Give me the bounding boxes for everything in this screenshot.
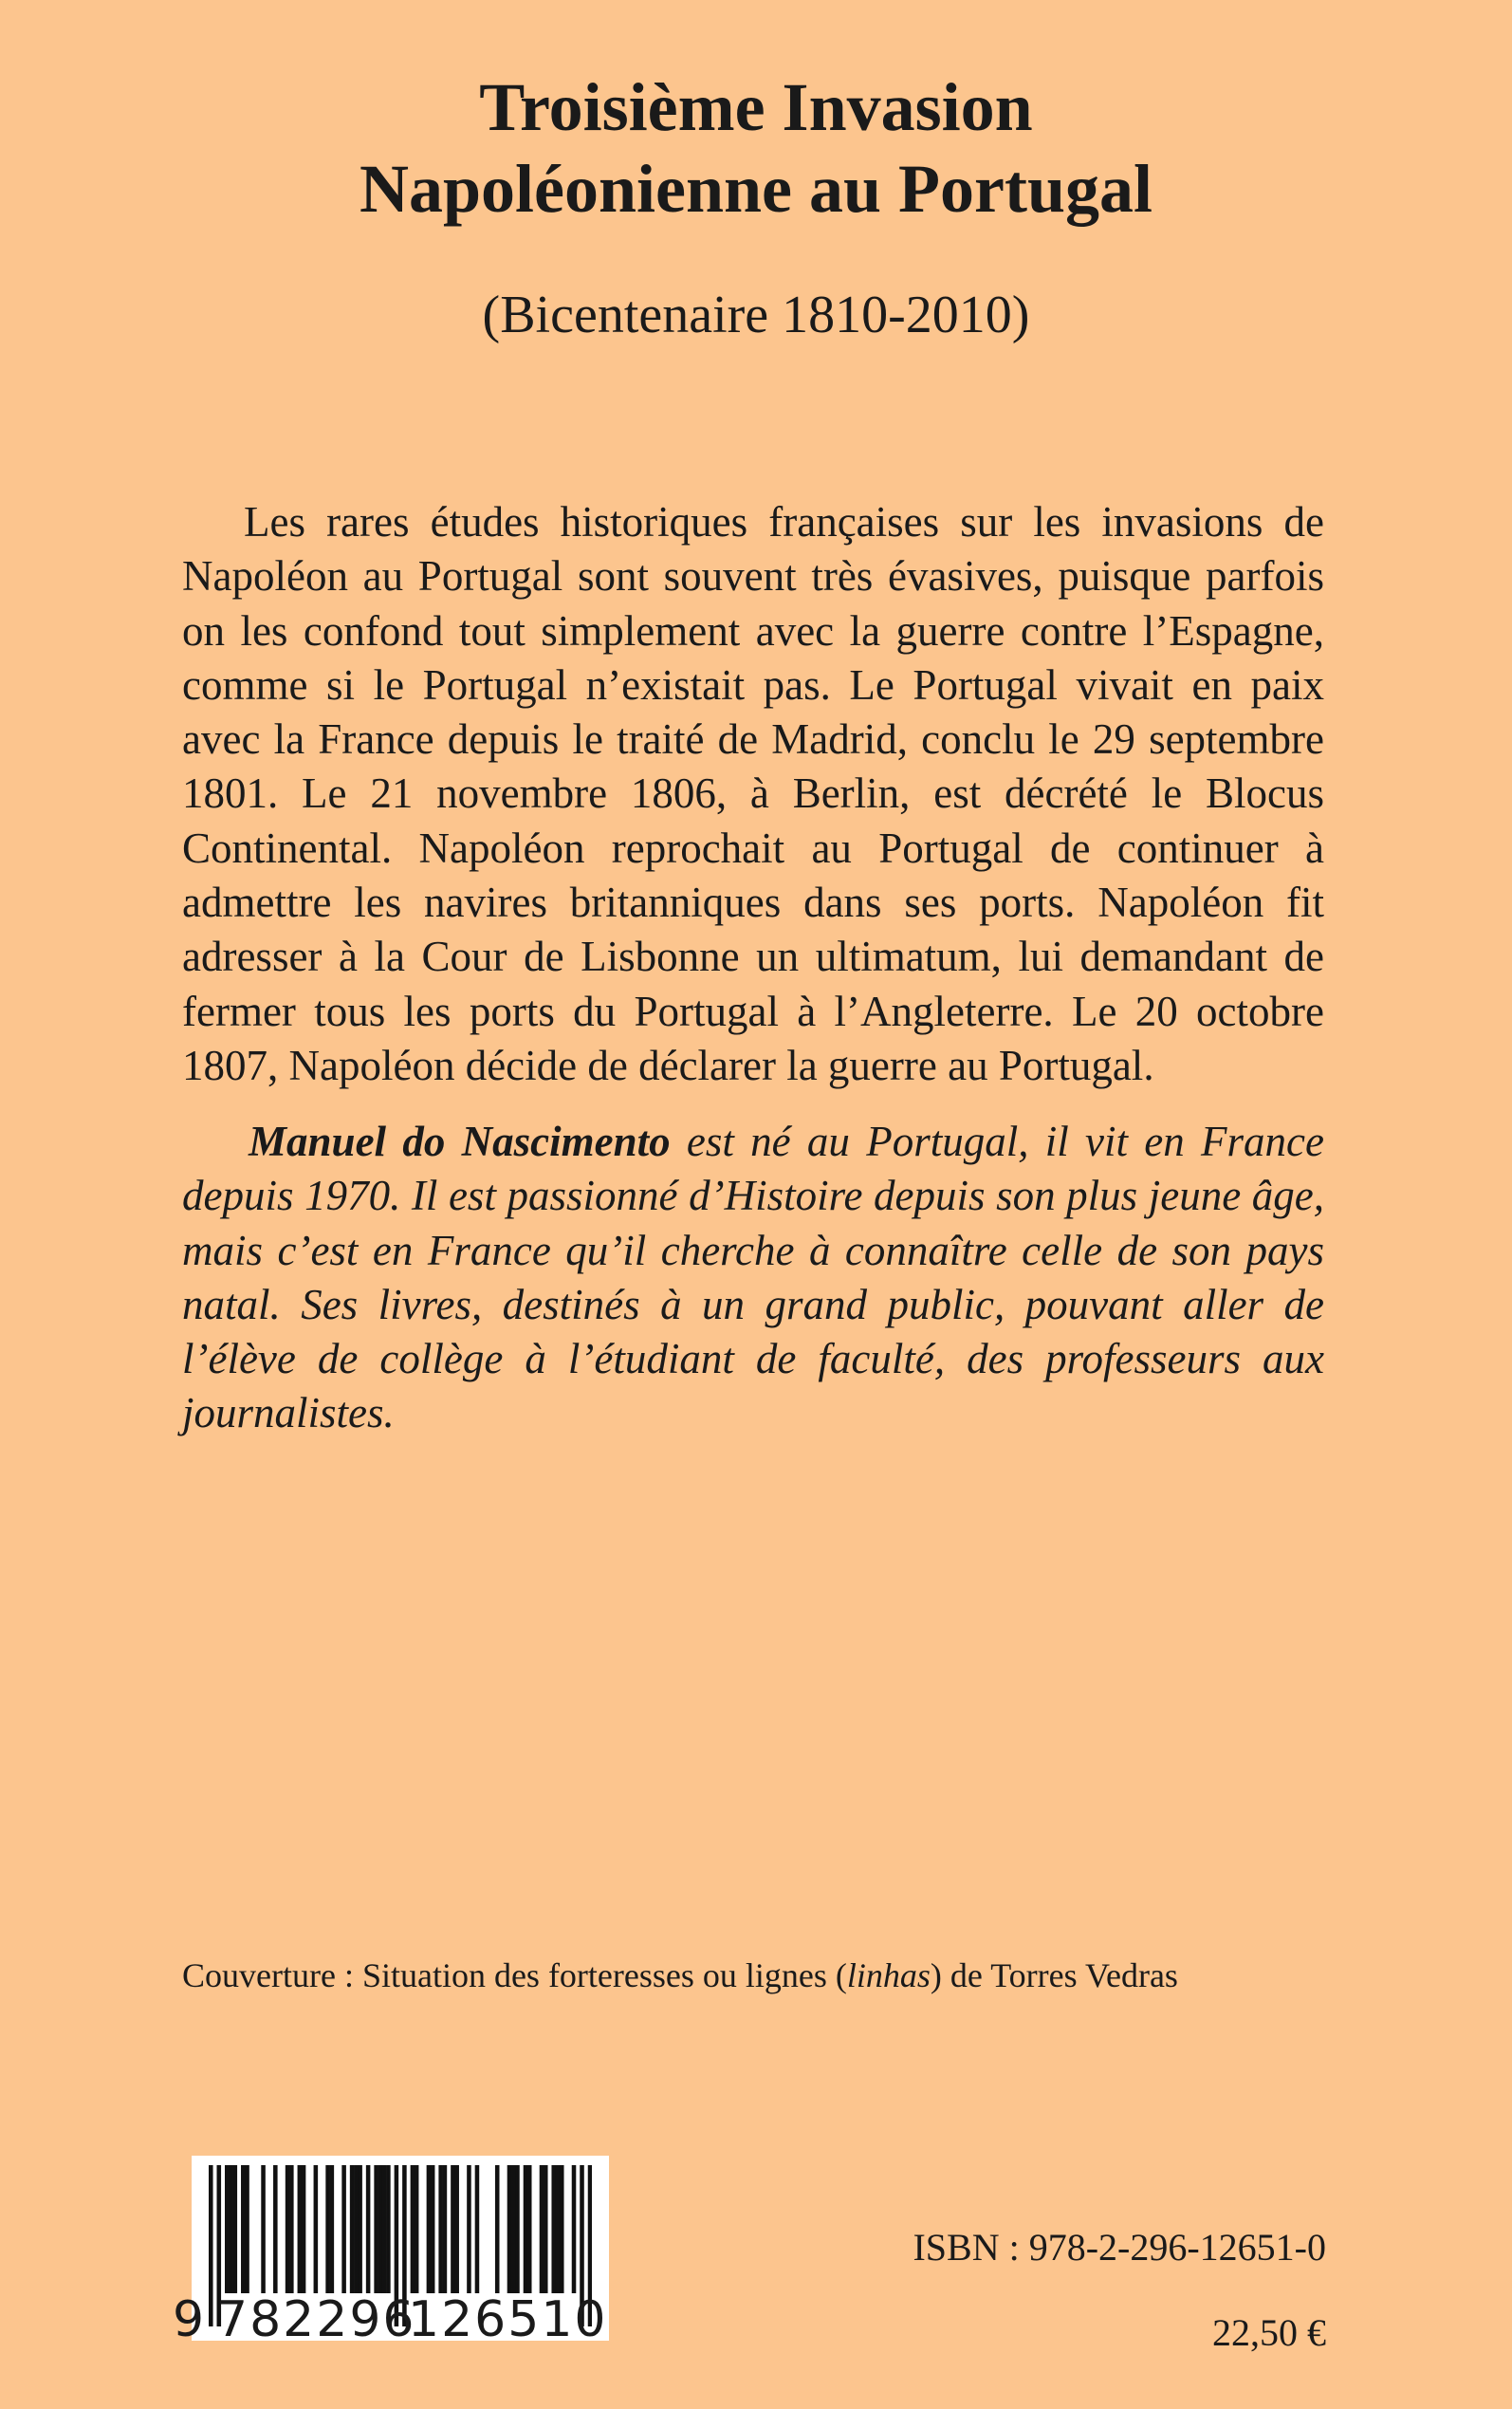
barcode-bar xyxy=(527,2165,532,2293)
barcode-bar xyxy=(273,2165,278,2293)
barcode-bar xyxy=(289,2165,294,2293)
barcode-bar xyxy=(350,2165,355,2293)
title-line-1: Troisième Invasion xyxy=(479,69,1033,145)
barcode-bar xyxy=(467,2165,471,2293)
barcode-bar xyxy=(572,2165,577,2293)
barcode-bar xyxy=(515,2165,520,2293)
subtitle: (Bicentenaire 1810-2010) xyxy=(482,286,1030,344)
barcode-bar xyxy=(495,2165,500,2293)
barcode-left-group: 782296 xyxy=(216,2291,416,2348)
cover-credit-prefix: Couverture : Situation des forteresses ou lignes ( xyxy=(182,1956,847,1994)
cover-credit-italic: linhas xyxy=(846,1956,931,1994)
barcode-bar xyxy=(540,2165,544,2293)
author-name: Manuel do Nascimento xyxy=(249,1118,671,1165)
barcode-bar xyxy=(298,2165,303,2293)
barcode-bar xyxy=(560,2165,564,2293)
barcode-bar xyxy=(229,2165,233,2293)
price: 22,50 € xyxy=(1212,2311,1326,2354)
summary-paragraph: Les rares études historiques françaises sur les invasions de Napoléon au Portugal sont souvent très évasives, puisque parfois on les confond tout simplement avec la guerre contre l’Espagne, comme si le Portugal n’existait pas. Le Portugal vivait en paix avec la France depuis le traité de Madrid, conclu le 29 septembre 1801. Le 21 novembre 1806, à Berlin, est décrété le Blocus Continental. Napoléon reprochait au Portugal de continuer à admettre les navires britanniques dans ses ports. Napoléon fit adresser à la Cour de Lisbonne un ultimatum, lui demandant de fermer tous les ports du Portugal à l’Angleterre. Le 20 octobre 1807, Napoléon décide de déclarer la guerre au Portugal. xyxy=(182,498,1324,1089)
barcode-bar xyxy=(431,2165,435,2293)
barcode-bar xyxy=(443,2165,448,2293)
author-bio-text: est né au Portugal, il vit en France depuis 1970. Il est passionné d’Histoire depuis son plus jeune âge, mais c’est en France qu’il cherche à connaître celle de son pays natal. Ses livres, destinés à un grand public, pouvant aller de l’élève de collège à l’étudiant de faculté, des professeurs aux journalistes. xyxy=(182,1118,1324,1437)
barcode-bar xyxy=(475,2165,480,2293)
barcode-bar xyxy=(382,2165,387,2293)
barcode-bar xyxy=(325,2165,330,2293)
barcode-bar xyxy=(544,2165,548,2293)
barcode-bar xyxy=(378,2165,383,2293)
barcode-bar xyxy=(245,2165,249,2293)
barcode-bar xyxy=(386,2165,391,2293)
barcode-bar xyxy=(233,2165,238,2293)
barcode-bar xyxy=(286,2165,290,2293)
isbn: ISBN : 978-2-296-12651-0 xyxy=(913,2226,1326,2269)
barcode-bar xyxy=(225,2165,230,2293)
barcode-first-digit: 9 xyxy=(173,2291,207,2348)
barcode-bar xyxy=(415,2165,419,2293)
barcode-bar xyxy=(366,2165,371,2293)
barcode-right-group: 126510 xyxy=(408,2291,608,2348)
cover-credit-suffix: ) de Torres Vedras xyxy=(930,1956,1178,1994)
author-bio xyxy=(182,1115,1324,1441)
barcode-bar xyxy=(341,2165,346,2293)
barcode-bar xyxy=(358,2165,362,2293)
barcode-bar xyxy=(556,2165,561,2293)
book-title xyxy=(0,66,1512,230)
barcode-bar xyxy=(374,2165,378,2293)
barcode-bar xyxy=(330,2165,335,2293)
barcode-bar xyxy=(354,2165,359,2293)
barcode-bar xyxy=(314,2165,319,2293)
barcode-bar xyxy=(551,2165,556,2293)
barcode-bar xyxy=(411,2165,415,2293)
barcode-bar xyxy=(427,2165,432,2293)
barcode-bar xyxy=(209,2165,213,2326)
barcode-bar xyxy=(524,2165,528,2293)
barcode-bar xyxy=(454,2165,459,2293)
barcode-bar xyxy=(511,2165,516,2293)
barcode-bar xyxy=(438,2165,443,2293)
title-line-2: Napoléonienne au Portugal xyxy=(359,151,1153,227)
barcode-bar xyxy=(302,2165,306,2293)
barcode-bar xyxy=(507,2165,512,2293)
barcode-bar xyxy=(451,2165,455,2293)
barcode-bar xyxy=(241,2165,246,2293)
cover-credit xyxy=(182,1955,1178,1996)
barcode-bar xyxy=(261,2165,266,2293)
